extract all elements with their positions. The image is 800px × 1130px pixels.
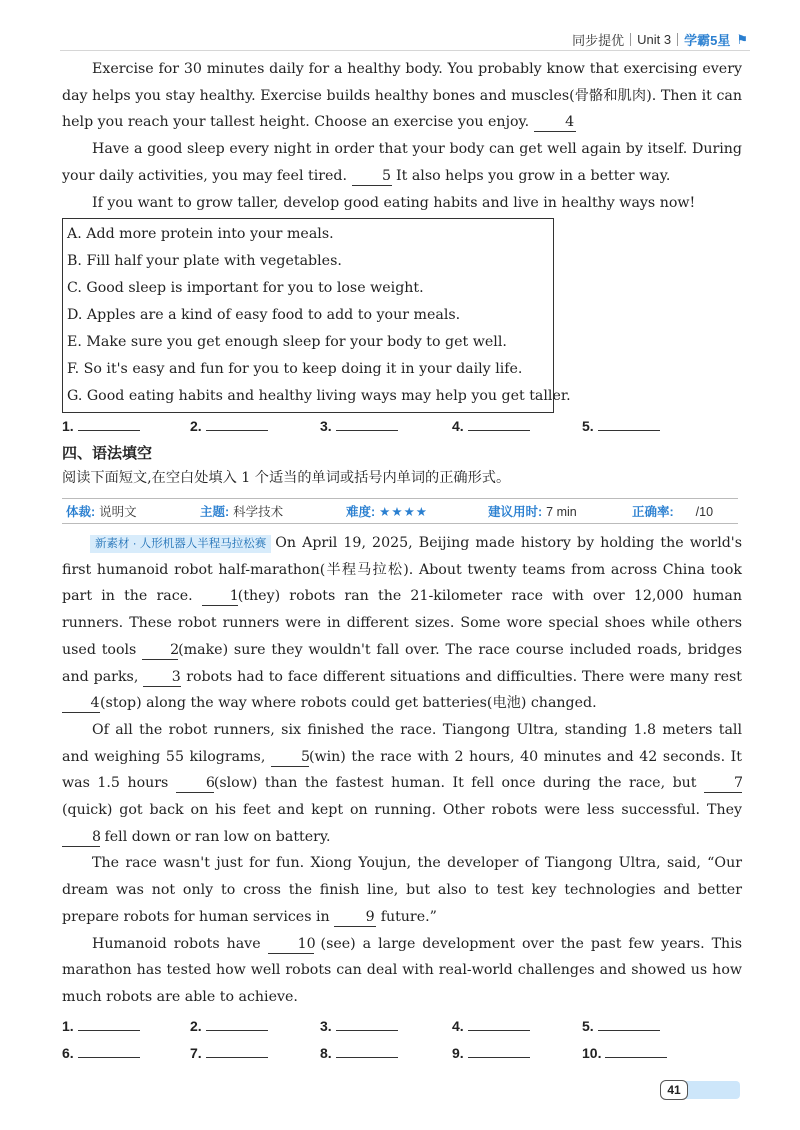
answer-slot[interactable]: 3. (320, 1018, 398, 1034)
option-item: G. Good eating habits and healthy living ways may help you get taller. (67, 388, 571, 404)
blank-7[interactable]: 7 (704, 774, 742, 793)
passage-2-paragraph: Of all the robot runners, six finished the race. Tiangong Ultra, standing 1.8 meters tall and weighing 55 kilograms, 5(win) the race with 2 hours, 40 minutes and 42 seconds. It was 1.5 hours 6(slow) than the fastest human. It fell once during the race, but 7(quick) got back on his feet and kept on running. Other robots were less successful. They 8 fell down or ran low on battery. (62, 721, 744, 845)
answer-slot[interactable]: 3. (320, 418, 398, 434)
material-tag: 新素材 · 人形机器人半程马拉松赛 (90, 535, 271, 553)
page-number-badge (660, 1080, 740, 1100)
difficulty-stars: ★★★★ (379, 505, 428, 519)
option-item: A. Add more protein into your meals. (67, 226, 334, 242)
passage-1-paragraph: Have a good sleep every night in order that your body can get well again by itself. During your daily activities, you may feel tired. 5 It also helps you grow in a better way. (62, 141, 742, 184)
answer-slot[interactable]: 5. (582, 418, 660, 434)
header-rule (60, 50, 750, 51)
answer-slot[interactable]: 2. (190, 1018, 268, 1034)
section-instruction: 阅读下面短文,在空白处填入 1 个适当的单词或括号内单词的正确形式。 (62, 470, 511, 486)
blank-1[interactable]: 1 (202, 587, 238, 606)
blank-10[interactable]: 10 (268, 935, 314, 954)
brand-flag-icon: ⚑ (736, 31, 748, 47)
answer-slot[interactable]: 2. (190, 418, 268, 434)
answer-slot[interactable]: 1. (62, 418, 140, 434)
passage-2 (62, 530, 742, 1011)
page-number-bar (684, 1081, 740, 1099)
passage-2-paragraph: 新素材 · 人形机器人半程马拉松赛 On April 19, 2025, Beijing made history by holding the world's first humanoid robot half-marathon(半程马拉松). About twenty teams from across China took part in the race. 1(they) robots ran the 21-kilometer race with over 12,000 human runners. These robot runners were in different sizes. Some wore special shoes while others used tools 2(make) sure they wouldn't fall over. The race course included roads, bridges and parks, 3 robots had to face different situations and difficulties. There were many rest 4(stop) along the way where robots could get batteries(电池) changed. (62, 535, 742, 712)
blank-5[interactable]: 5 (271, 748, 309, 767)
blank-5[interactable]: 5 (352, 167, 392, 186)
answer-slot[interactable]: 9. (452, 1045, 530, 1061)
exercise-info-bar: 体裁: 说明文 主题: 科学技术 难度: ★★★★ 建议用时: 7 min 正确率: /10 (62, 498, 738, 524)
header-brand: 学霸5星 (684, 33, 731, 48)
answer-slot[interactable]: 1. (62, 1018, 140, 1034)
answer-slot[interactable]: 4. (452, 1018, 530, 1034)
blank-3[interactable]: 3 (143, 668, 181, 687)
page-header (572, 30, 748, 49)
passage-1 (62, 56, 742, 216)
option-item: B. Fill half your plate with vegetables. (67, 253, 342, 269)
option-item: C. Good sleep is important for you to lose weight. (67, 280, 424, 296)
answer-slot[interactable]: 10. (582, 1045, 667, 1061)
answer-slot[interactable]: 6. (62, 1045, 140, 1061)
genre-value: 说明文 (99, 505, 137, 519)
blank-2[interactable]: 2 (142, 641, 178, 660)
passage-1-paragraph: Exercise for 30 minutes daily for a healthy body. You probably know that exercising every day helps you stay healthy. Exercise builds healthy bones and muscles(骨骼和肌肉). Then it can help you reach your tallest height. Choose an exercise you enjoy. 4 (62, 61, 742, 131)
option-item: E. Make sure you get enough sleep for your body to get well. (67, 334, 507, 350)
header-divider (630, 33, 631, 46)
blank-9[interactable]: 9 (334, 908, 376, 927)
header-unit: Unit 3 (637, 32, 672, 47)
blank-4[interactable]: 4 (62, 694, 100, 713)
answer-slot[interactable]: 8. (320, 1045, 398, 1061)
blank-8[interactable]: 8 (62, 828, 100, 847)
blank-4[interactable]: 4 (534, 113, 576, 132)
answer-slot[interactable]: 7. (190, 1045, 268, 1061)
header-divider (677, 33, 678, 46)
passage-2-paragraph: Humanoid robots have 10 (see) a large development over the past few years. This marathon has tested how well robots can deal with real-world challenges and showed us how much robots are able to achieve. (62, 935, 743, 1005)
answer-slot[interactable]: 5. (582, 1018, 660, 1034)
accuracy-value: /10 (695, 505, 714, 519)
time-value: 7 min (546, 505, 577, 519)
page-number: 41 (660, 1080, 688, 1100)
option-item: D. Apples are a kind of easy food to add to your meals. (67, 307, 461, 323)
passage-2-paragraph: The race wasn't just for fun. Xiong Youjun, the developer of Tiangong Ultra, said, “Our dream was not only to cross the finish line, but also to test key technologies and better prepare robots for human services in 9 future.” (62, 855, 742, 925)
header-series: 同步提优 (572, 33, 625, 48)
options-box (62, 218, 571, 413)
option-item: F. So it's easy and fun for you to keep doing it in your daily life. (67, 361, 523, 377)
topic-value: 科学技术 (233, 505, 284, 519)
answer-slot[interactable]: 4. (452, 418, 530, 434)
section-title: 四、语法填空 (62, 445, 153, 462)
passage-1-paragraph: If you want to grow taller, develop good eating habits and live in healthy ways now! (92, 194, 696, 211)
blank-6[interactable]: 6 (176, 774, 214, 793)
